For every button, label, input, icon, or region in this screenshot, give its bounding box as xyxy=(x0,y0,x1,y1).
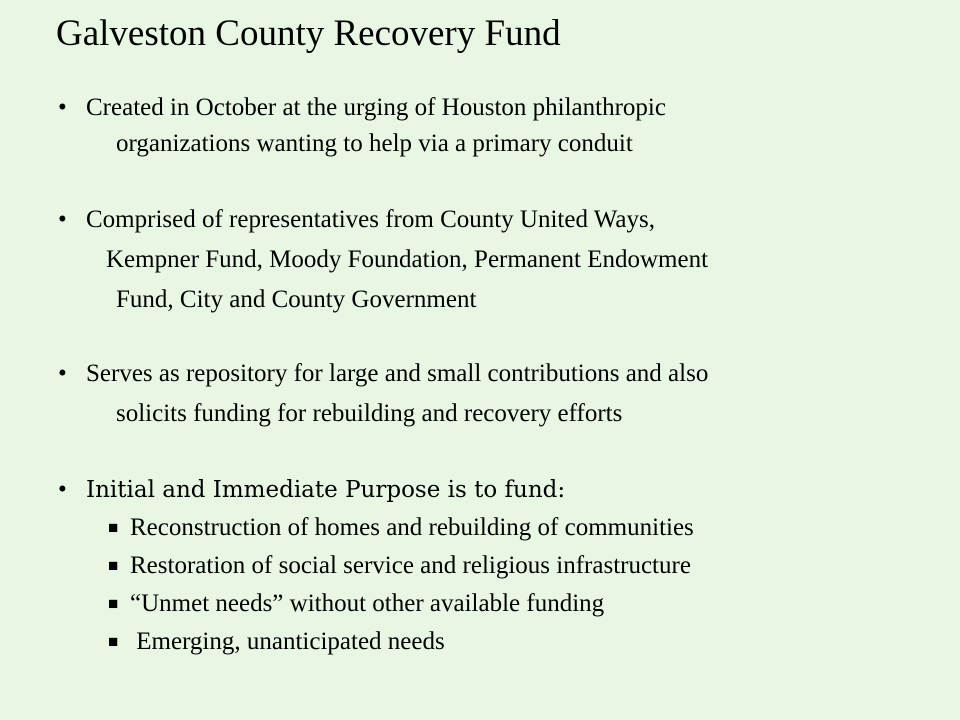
bullet-dot: • xyxy=(58,206,67,233)
sub-item: “Unmet needs” without other available funding xyxy=(130,590,605,617)
bullet-line: organizations wanting to help via a primary conduit xyxy=(116,130,633,157)
sub-bullet-square-icon: ■ xyxy=(108,556,119,575)
bullet-line: Kempner Fund, Moody Foundation, Permanent Endowment xyxy=(106,246,709,273)
bullet-line: Fund, City and County Government xyxy=(116,286,477,313)
sub-item: Restoration of social service and religious infrastructure xyxy=(130,552,691,579)
sub-item: Reconstruction of homes and rebuilding of communities xyxy=(130,514,694,541)
sub-item: Emerging, unanticipated needs xyxy=(130,628,445,655)
bullet-line: Created in October at the urging of Houston philanthropic xyxy=(86,94,666,121)
sub-bullet-square-icon: ■ xyxy=(108,594,119,613)
bullet-dot: • xyxy=(58,94,67,121)
bullet-line: solicits funding for rebuilding and recovery efforts xyxy=(116,400,623,427)
bullet-line: Initial and Immediate Purpose is to fund: xyxy=(86,477,566,503)
sub-bullet-square-icon: ■ xyxy=(108,518,119,537)
bullet-line: Comprised of representatives from County United Ways, xyxy=(86,206,655,233)
sub-bullet-square-icon: ■ xyxy=(108,632,119,651)
bullet-line: Serves as repository for large and small contributions and also xyxy=(86,360,709,387)
bullet-dot: • xyxy=(58,360,67,387)
bullet-dot: • xyxy=(58,476,67,503)
slide-title: Galveston County Recovery Fund xyxy=(56,13,561,54)
